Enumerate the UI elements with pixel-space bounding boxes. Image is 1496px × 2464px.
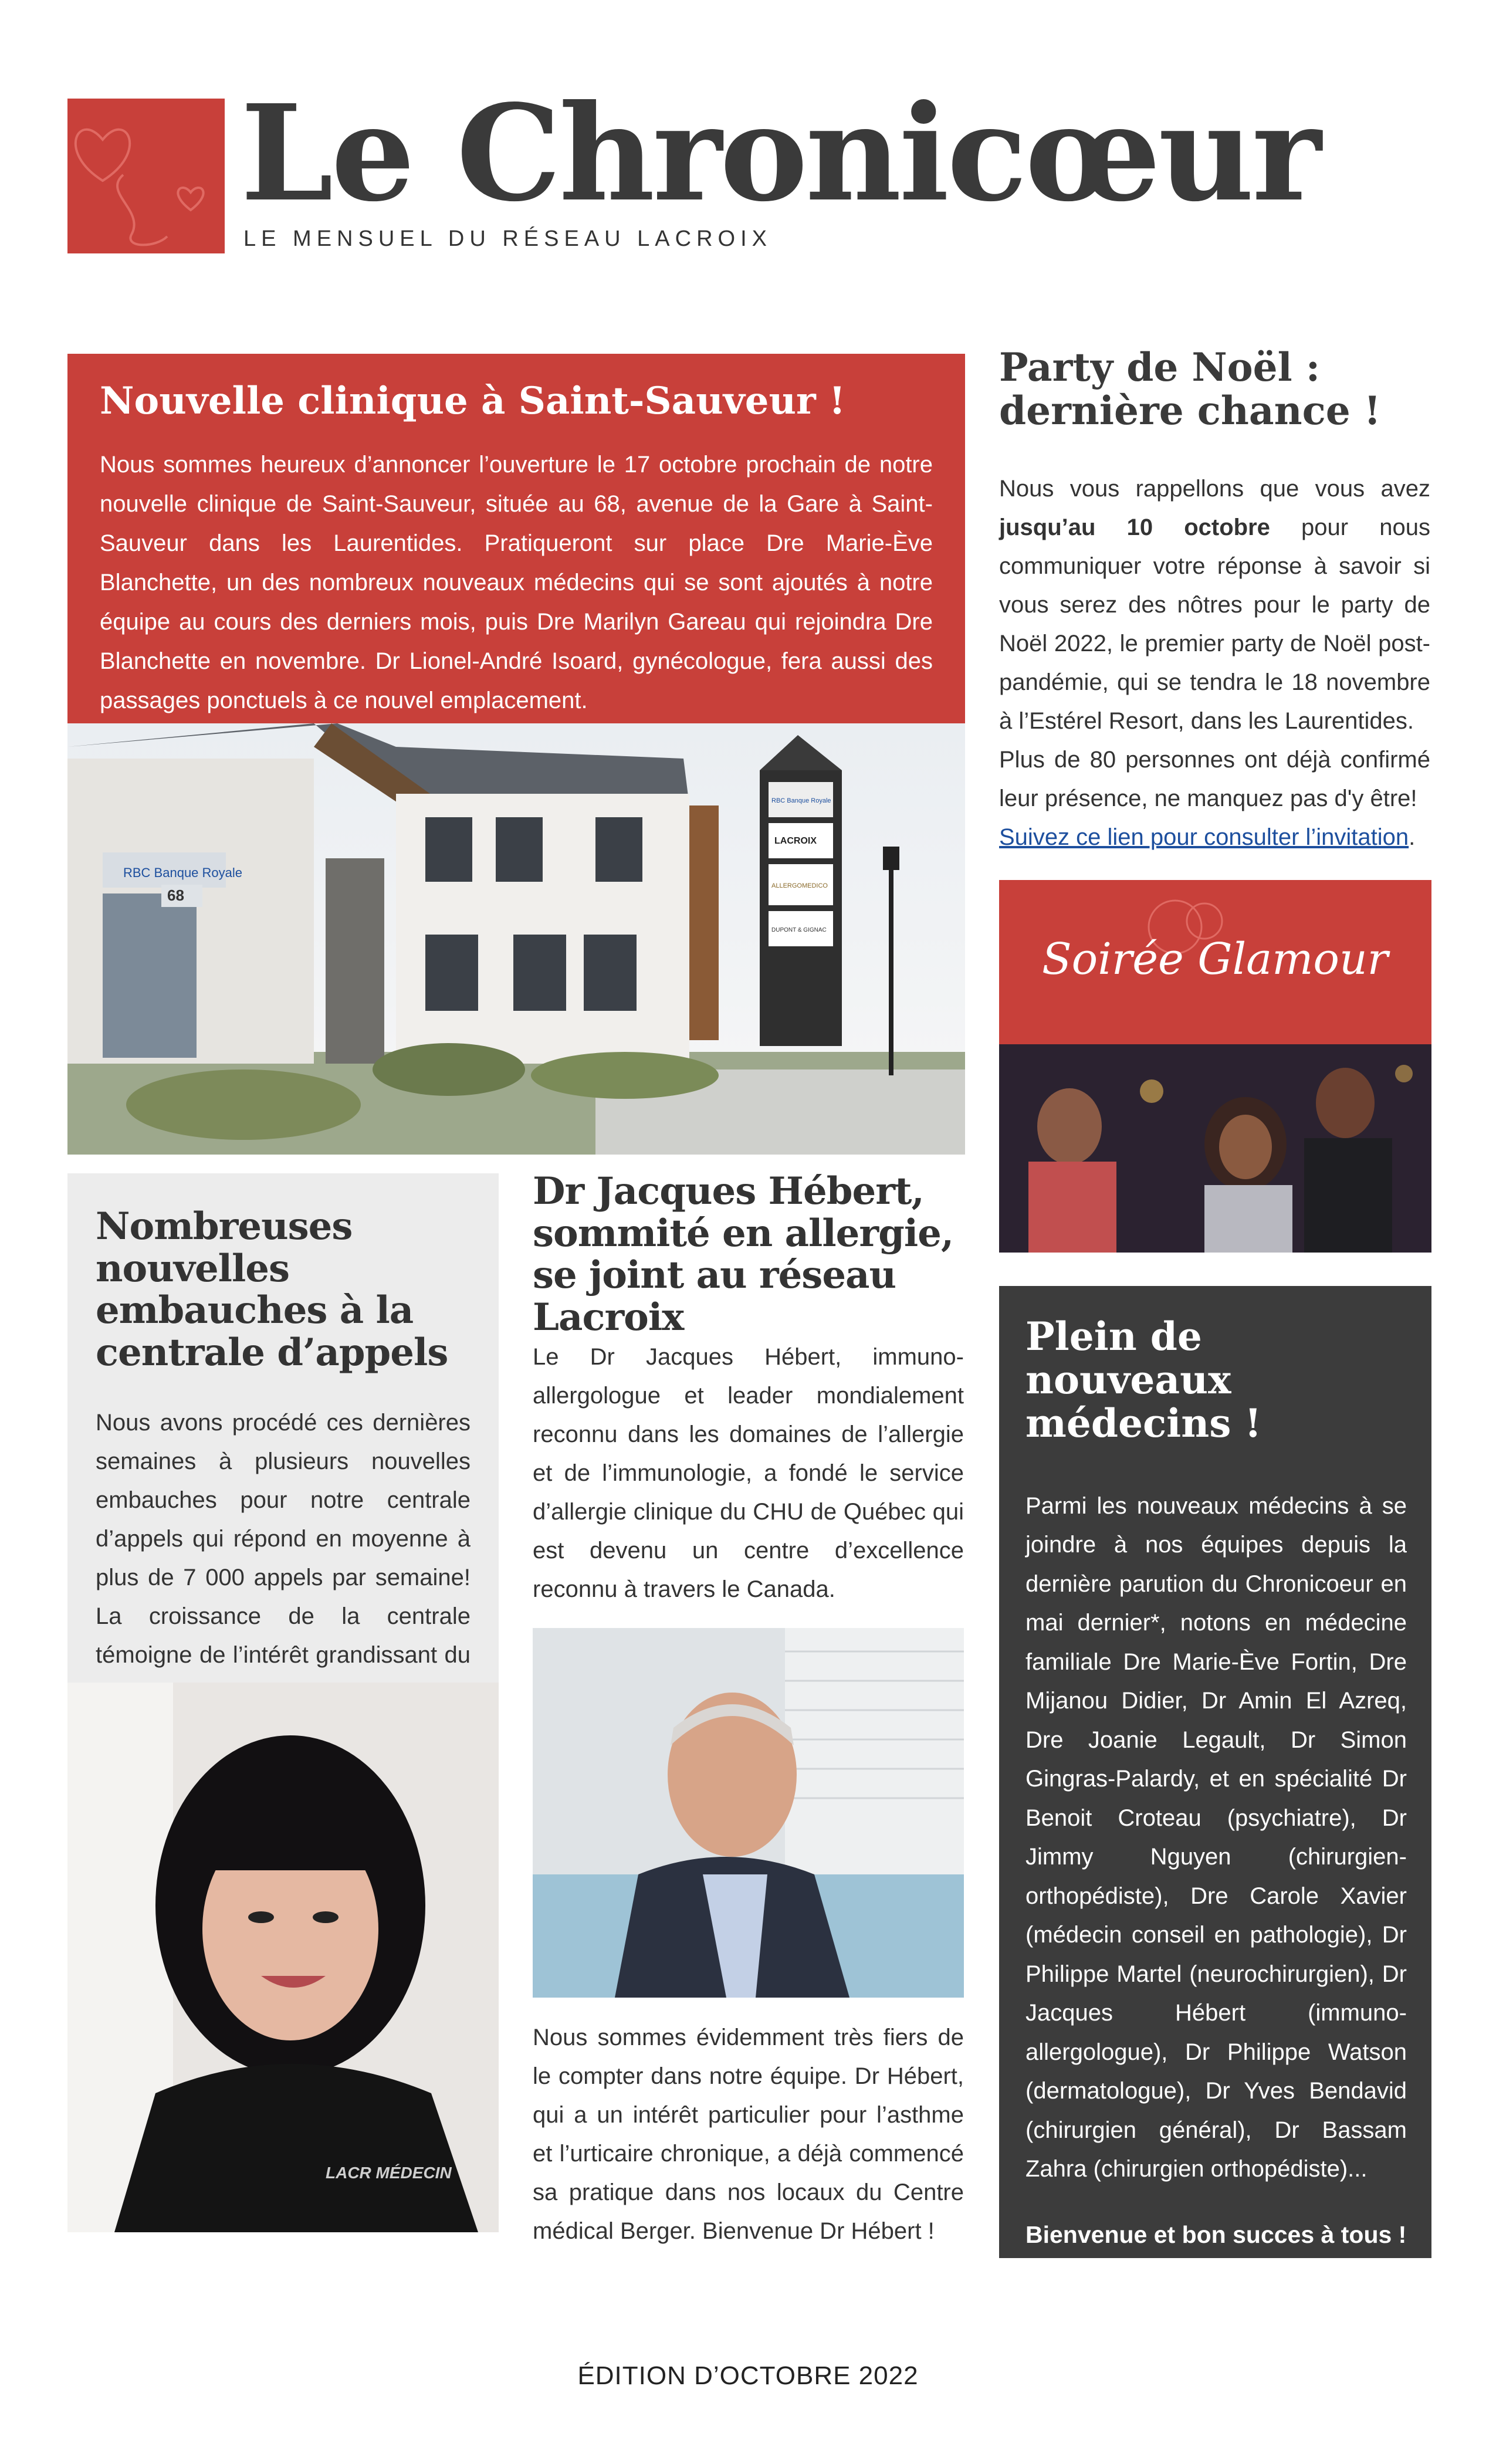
- calls-body: Nous avons procédé ces dernières semaines à plusieurs nouvelles embauches pour notre centrale d’appels qui répond en moyenne à plus de 7 000 appels par semaine! La croissance de la centrale témoigne de l’intérêt grandissant du: [96, 1409, 471, 1668]
- soiree-glamour-image: [999, 880, 1431, 1253]
- party-body: [999, 469, 1430, 857]
- party-deadline: jusqu’au 10 octobre: [999, 515, 1270, 540]
- clinic-building-photo: [67, 723, 965, 1155]
- doctors-body: Parmi les nouveaux médecins à se joindre à nos équipes depuis la dernière parution du Chronicoeur en mai dernier*, notons en médecine familiale Dre Marie-Ève Fortin, Dre Mijanou Didier, Dr Amin El Azreq, Dre Joanie Legault, Dr Simon Gingras-Palardy, et en spécialité Dr Benoit Croteau (psychiatre), Dr Jimmy Nguyen (chirurgien-orthopédiste), Dre Carole Xavier (médecin conseil en pathologie), Dr Philippe Martel (neurochirurgien), Dr Jacques Hébert (immuno-allergologue), Dr Philippe Watson (dermatologue), Dr Yves Bendavid (chirurgien général), Dr Bassam Zahra (chirurgien orthopédiste)...: [1025, 1492, 1407, 2182]
- doctors-title: Plein de nouveaux médecins !: [1025, 1314, 1262, 1446]
- party-title: [999, 346, 1433, 433]
- doctors-footnote: * Notez que les publications du Chronicoeur seront dorénavant plus régulières.: [1025, 2283, 1343, 2360]
- new-doctors-article: [999, 1286, 1431, 2360]
- hebert-title: Dr Jacques Hébert, sommité en allergie, se joint au réseau Lacroix: [533, 1169, 954, 1340]
- edition-footer: ÉDITION D’OCTOBRE 2022: [577, 2361, 919, 2390]
- sign-line-2: LACROIX: [774, 836, 817, 846]
- jacket-logo: LACR MÉDECIN: [326, 2164, 452, 2182]
- sign-line-1: RBC Banque Royale: [771, 797, 831, 804]
- calls-article: [67, 1173, 499, 1683]
- doctors-welcome: Bienvenue et bon succes à tous !: [1025, 2221, 1407, 2248]
- heart-icon: [67, 99, 225, 253]
- heart-logo: [67, 99, 225, 253]
- hebert-body-closing: Nous sommes évidemment très fiers de le compter dans notre équipe. Dr Hébert, qui a un intérêt particulier pour l’asthme et l’urticaire chronique, a déjà commencé sa pratique dans nos locaux du Centre médical Berger. Bienvenue Dr Hébert !: [533, 2025, 964, 2244]
- party-link-end: .: [1409, 824, 1416, 850]
- dr-hebert-photo: [533, 1628, 964, 1998]
- soiree-glamour-text: Soirée Glamour: [1041, 934, 1389, 984]
- hebert-body-intro: Le Dr Jacques Hébert, immuno-allergologue et leader mondialement reconnu dans les domaines de l’allergie et de l’immunologie, a fondé le service d’allergie clinique du CHU de Québec qui est devenu un centre d’excellence reconnu à travers le Canada.: [533, 1344, 964, 1602]
- clinic-title: Nouvelle clinique à Saint-Sauveur !: [100, 379, 846, 423]
- party-body-end: pour nous communiquer votre réponse à savoir si vous serez des nôtres pour le party de Noël 2022, le premier party de Noël post-pandémie, qui se tendra le 18 novembre à l’Estérel Resort, dans les Laurentides.: [999, 515, 1430, 734]
- invitation-link[interactable]: Suivez ce lien pour consulter l’invitation: [999, 824, 1409, 850]
- sign-line-4: DUPONT & GIGNAC: [771, 927, 827, 933]
- clinic-article: [67, 354, 965, 723]
- party-confirmed: Plus de 80 personnes ont déjà confirmé leur présence, ne manquez pas d'y être!: [999, 747, 1430, 811]
- party-title-line2: dernière chance !: [999, 387, 1381, 434]
- party-title-line1: Party de Noël :: [999, 344, 1321, 390]
- clinic-body: Nous sommes heureux d’annoncer l’ouverture le 17 octobre prochain de notre nouvelle clinique de Saint-Sauveur, située au 68, avenue de la Gare à Saint-Sauveur dans les Laurentides. Pratiqueront sur place Dre Marie-Ève Blanchette, un des nombreux nouveaux médecins qui se sont ajoutés à notre équipe au cours des derniers mois, puis Dre Marilyn Gareau qui rejoindra Dre Blanchette en novembre. Dr Lionel-André Isoard, gynécologue, fera aussi des passages ponctuels à ce nouvel emplacement.: [100, 452, 933, 714]
- building-number: 68: [167, 886, 184, 904]
- sign-line-3: ALLERGOMEDICO: [771, 882, 828, 889]
- masthead-subtitle: LE MENSUEL DU RÉSEAU LACROIX: [243, 226, 772, 251]
- masthead-title: Le Chronicœur: [241, 76, 1319, 231]
- bank-sign: RBC Banque Royale: [123, 865, 243, 880]
- party-body-start: Nous vous rappellons que vous avez: [999, 476, 1430, 502]
- calls-title: Nombreuses nouvelles embauches à la centrale d’appels: [96, 1204, 448, 1375]
- call-center-employee-photo: [67, 1683, 499, 2232]
